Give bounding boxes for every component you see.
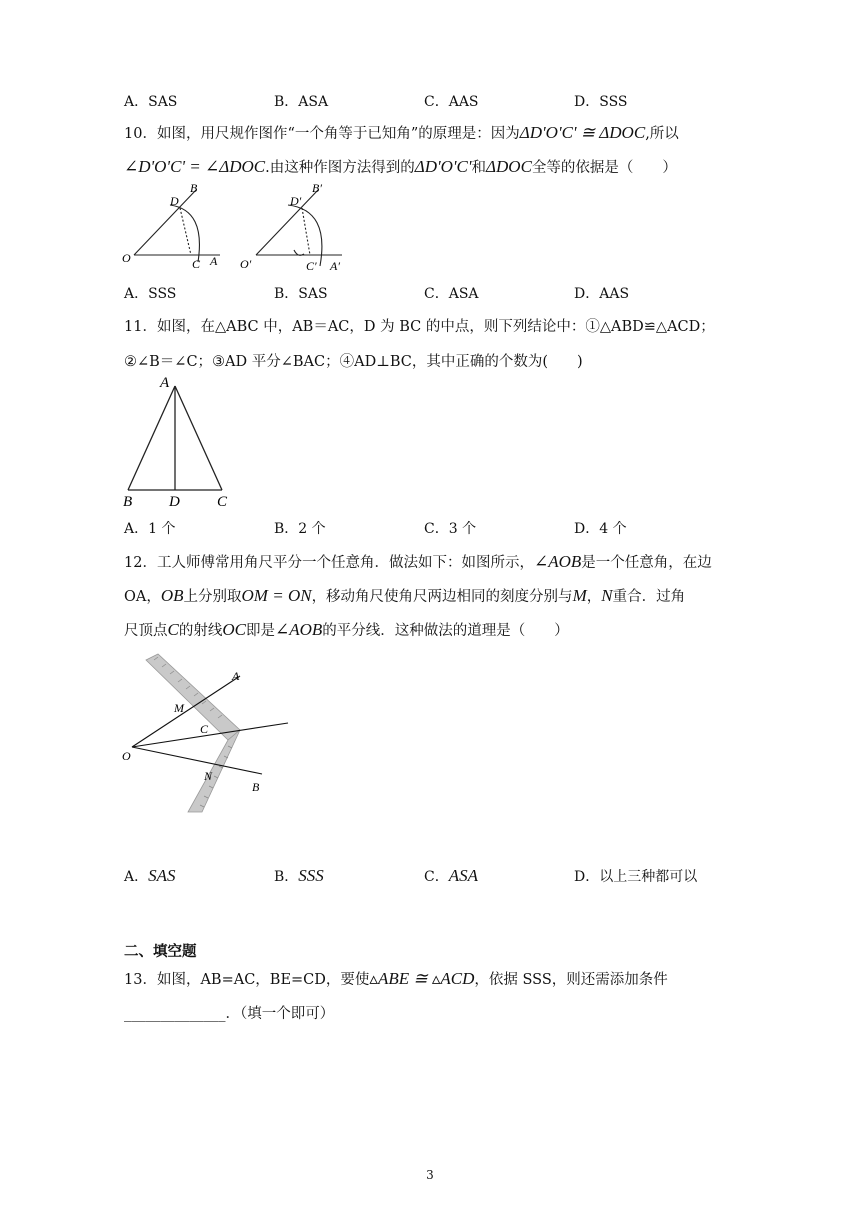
q13-stem-line1: 13．如图，AB=AC，BE=CD，要使▵ABE ≅ ▵ACD，依据 SSS，则还需添加条件 bbox=[124, 969, 668, 988]
q9-option-b[interactable]: B．ASA bbox=[274, 94, 329, 110]
q11-option-d[interactable]: D．4 个 bbox=[574, 521, 627, 537]
q13-answer-blank[interactable]: ______________．（填一个即可） bbox=[124, 1006, 335, 1022]
q10-stem-line2: ∠D'O'C' = ∠ΔDOC.由这种作图方法得到的ΔD'O'C'和ΔDOC全等的依据是（ ） bbox=[124, 157, 677, 176]
q12-label-a: A bbox=[232, 669, 240, 683]
q12-label-c: C bbox=[200, 722, 209, 736]
q10-label-o: O bbox=[122, 251, 131, 265]
q10-label-d: D bbox=[170, 194, 179, 208]
q11-label-a: A bbox=[160, 375, 170, 391]
page-number: 3 bbox=[426, 1168, 434, 1182]
q12-option-c[interactable]: C．ASA bbox=[424, 866, 478, 885]
q9-option-d[interactable]: D．SSS bbox=[574, 94, 628, 110]
q11-stem-line2: ②∠B＝∠C；③AD 平分∠BAC；④AD⊥BC，其中正确的个数为( ) bbox=[124, 354, 583, 370]
q10-option-b[interactable]: B．SAS bbox=[274, 286, 328, 302]
q11-label-b: B bbox=[123, 494, 133, 510]
q12-label-m: M bbox=[174, 701, 184, 715]
q10-label-c: C bbox=[192, 257, 201, 271]
q12-stem-line3: 尺顶点C的射线OC即是∠AOB的平分线．这种做法的道理是（ ） bbox=[124, 620, 569, 639]
q12-option-d[interactable]: D．以上三种都可以 bbox=[574, 869, 698, 885]
q12-label-o: O bbox=[122, 749, 131, 763]
q10-label-b-prime: B′ bbox=[312, 181, 322, 195]
q9-option-c[interactable]: C．AAS bbox=[424, 94, 479, 110]
q10-label-o-prime: O′ bbox=[240, 257, 252, 271]
q12-figure bbox=[118, 652, 292, 814]
q12-stem-line1: 12．工人师傅常用角尺平分一个任意角．做法如下：如图所示，∠AOB是一个任意角，在边 bbox=[124, 552, 712, 571]
q10-math-angle: ∠D'O'C' = ∠ΔDOC bbox=[124, 157, 266, 176]
q12-stem-line2: OA，OB上分别取OM = ON，移动角尺使角尺两边相同的刻度分别与M，N重合．过角 bbox=[124, 586, 686, 605]
q10-label-b: B bbox=[190, 181, 198, 195]
q11-option-c[interactable]: C．3 个 bbox=[424, 521, 477, 537]
q13-math-congruence: ▵ABE ≅ ▵ACD bbox=[369, 969, 475, 988]
q12-label-n: N bbox=[204, 769, 213, 783]
q12-label-b: B bbox=[252, 780, 260, 794]
q10-option-c[interactable]: C．ASA bbox=[424, 286, 479, 302]
section-heading-fill-in: 二、填空题 bbox=[124, 944, 197, 960]
q12-option-a[interactable]: A．SAS bbox=[124, 866, 176, 885]
q10-option-d[interactable]: D．AAS bbox=[574, 286, 630, 302]
q10-math-congruence: ΔD'O'C' ≅ ΔDOC bbox=[519, 123, 646, 142]
q11-figure bbox=[118, 370, 248, 512]
q10-label-a-prime: A′ bbox=[330, 259, 340, 273]
q9-option-a[interactable]: A．SAS bbox=[124, 94, 178, 110]
q10-stem-line1: 10．如图，用尺规作图作“一个角等于已知角”的原理是：因为ΔD'O'C' ≅ ΔDOC,所以 bbox=[124, 123, 679, 142]
q11-label-d: D bbox=[169, 494, 180, 510]
q10-label-a: A bbox=[210, 254, 218, 268]
q10-option-a[interactable]: A．SSS bbox=[124, 286, 177, 302]
q10-label-c-prime: C′ bbox=[306, 259, 317, 273]
q11-label-c: C bbox=[217, 494, 228, 510]
q11-stem-line1: 11．如图，在△ABC 中，AB＝AC，D 为 BC 的中点，则下列结论中：①△ABD≌△ACD； bbox=[124, 319, 715, 335]
q12-option-b[interactable]: B．SSS bbox=[274, 866, 324, 885]
q11-option-a[interactable]: A．1 个 bbox=[124, 521, 176, 537]
q11-option-b[interactable]: B．2 个 bbox=[274, 521, 326, 537]
q10-figure bbox=[118, 180, 358, 274]
q10-label-d-prime: D′ bbox=[290, 194, 302, 208]
